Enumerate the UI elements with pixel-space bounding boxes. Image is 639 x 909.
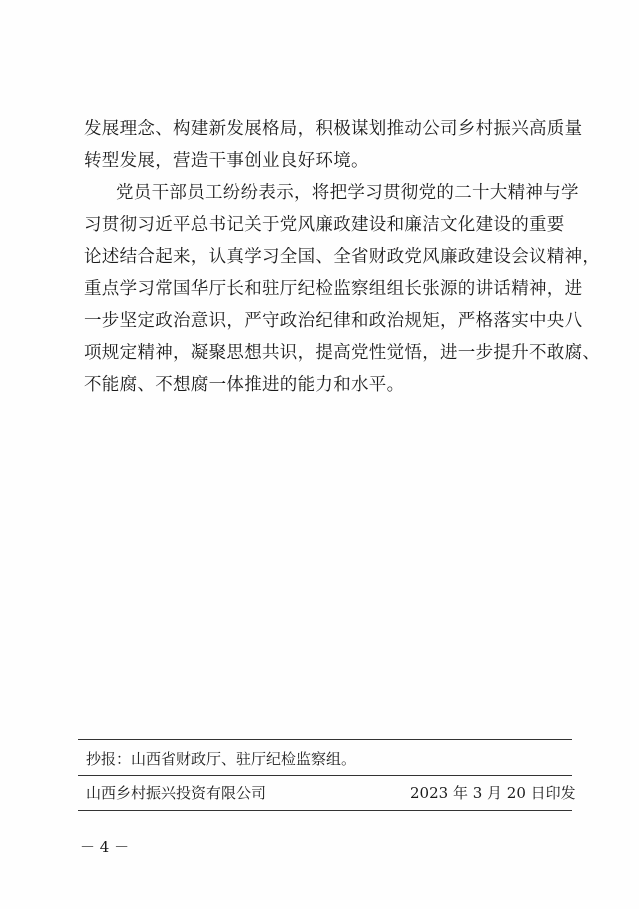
footer-top-rule <box>78 739 572 740</box>
footer-bottom-rule <box>78 810 572 811</box>
body-line-9: 不能腐、不想腐一体推进的能力和水平。 <box>84 375 405 395</box>
cc-line: 抄报：山西省财政厅、驻厅纪检监察组。 <box>86 750 357 768</box>
body-line-4: 习贯彻习近平总书记关于党风廉政建设和廉洁文化建设的重要 <box>84 215 565 235</box>
body-line-1: 发展理念、构建新发展格局，积极谋划推动公司乡村振兴高质量 <box>84 119 583 139</box>
issue-date: 2023 年 3 月 20 日印发 <box>410 784 576 802</box>
page-number: － 4 － <box>80 838 130 856</box>
footer-middle-rule <box>78 775 572 776</box>
body-line-3: 党员干部员工纷纷表示，将把学习贯彻党的二十大精神与学 <box>116 183 579 203</box>
body-line-6: 重点学习常国华厅长和驻厅纪检监察组组长张源的讲话精神，进 <box>84 279 583 299</box>
body-line-8: 项规定精神，凝聚思想共识，提高党性觉悟，进一步提升不敢腐、 <box>84 343 601 363</box>
body-line-2: 转型发展，营造干事创业良好环境。 <box>84 151 369 171</box>
body-line-5: 论述结合起来，认真学习全国、全省财政党风廉政建设会议精神， <box>84 247 601 267</box>
issuer-name: 山西乡村振兴投资有限公司 <box>86 784 267 802</box>
body-line-7: 一步坚定政治意识，严守政治纪律和政治规矩，严格落实中央八 <box>84 311 583 331</box>
